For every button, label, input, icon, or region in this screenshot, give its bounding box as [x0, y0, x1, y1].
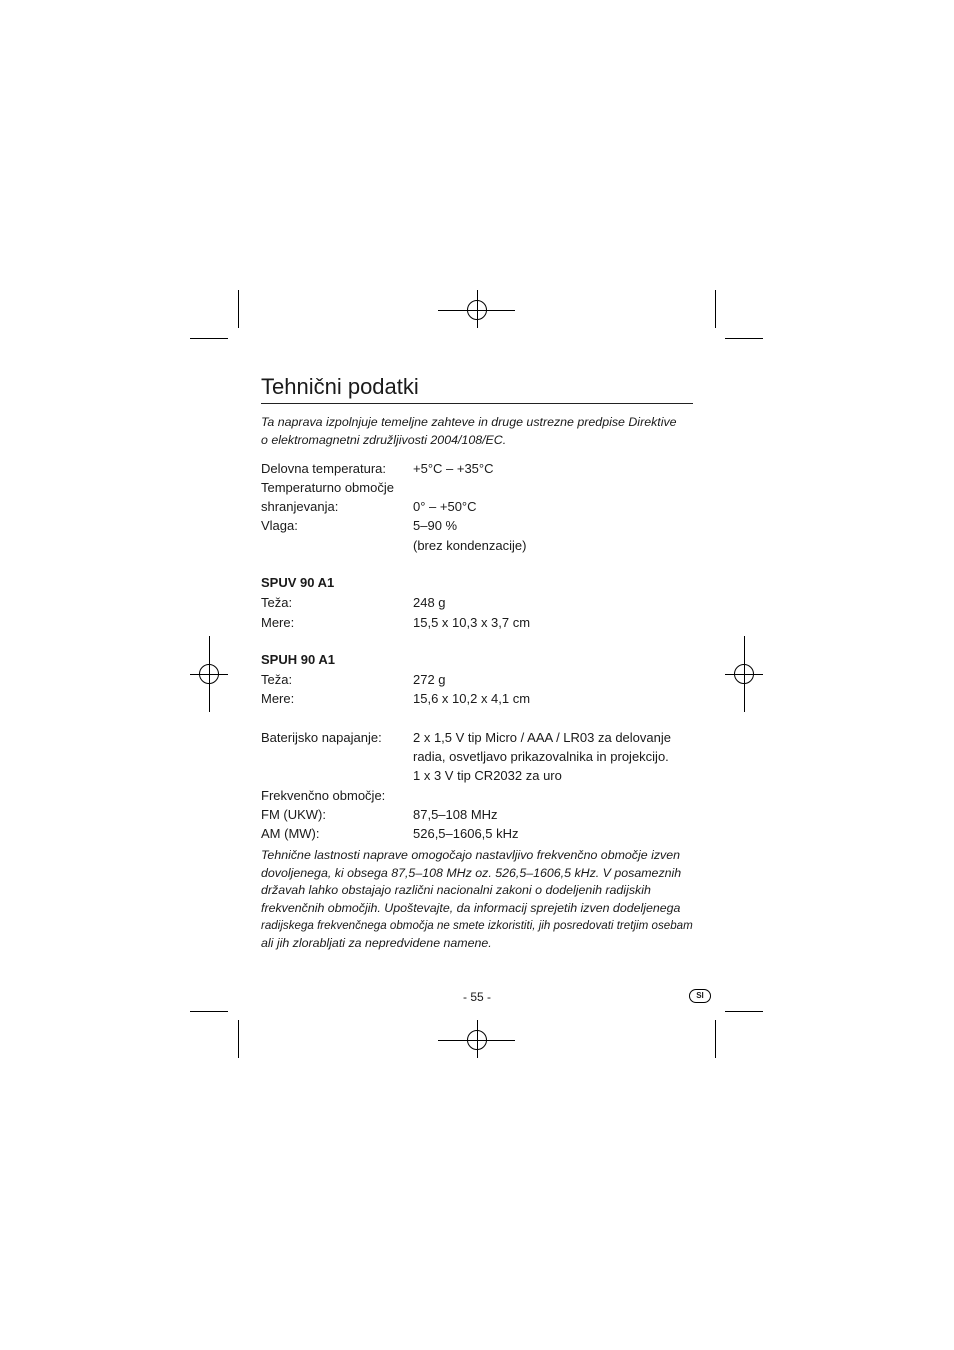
- spec-label: shranjevanja:: [261, 499, 339, 514]
- page-title: Tehnični podatki: [261, 374, 693, 404]
- spec-label: Baterijsko napajanje:: [261, 730, 382, 745]
- spec-value: 0° – +50°C: [413, 499, 477, 514]
- spec-value: 248 g: [413, 595, 446, 610]
- intro-line: o elektromagnetni združljivosti 2004/108/EC.: [261, 432, 507, 447]
- note-line: frekvenčnih območjih. Upoštevajte, da informacij sprejetih izven dodeljenega: [261, 900, 681, 915]
- spec-value: 526,5–1606,5 kHz: [413, 826, 519, 841]
- spec-label: Teža:: [261, 595, 293, 610]
- spec-value: 5–90 %: [413, 518, 458, 533]
- spec-value: 272 g: [413, 672, 446, 687]
- spec-label: Teža:: [261, 672, 293, 687]
- spec-label: Vlaga:: [261, 518, 298, 533]
- spec-value: 2 x 1,5 V tip Micro / AAA / LR03 za delovanje: [413, 730, 671, 745]
- model-heading: SPUV 90 A1: [261, 575, 335, 590]
- note-paragraph: [261, 847, 693, 953]
- spec-label: Temperaturno območje: [261, 480, 394, 495]
- spec-value: 1 x 3 V tip CR2032 za uro: [413, 768, 562, 783]
- spec-label: FM (UKW):: [261, 807, 326, 822]
- note-line: Tehnične lastnosti naprave omogočajo nastavljivo frekvenčno območje izven: [261, 848, 680, 862]
- spec-label: Mere:: [261, 615, 295, 630]
- note-line: ali jih zlorabljati za nepredvidene namene.: [261, 935, 492, 950]
- intro-line: Ta naprava izpolnjuje temeljne zahteve in druge ustrezne predpise Direktive: [261, 415, 677, 429]
- language-badge: SI: [689, 989, 711, 1003]
- spec-value: +5°C – +35°C: [413, 461, 494, 476]
- note-line: državah lahko obstajajo različni nacionalni zakoni o dodeljenih radijskih: [261, 883, 651, 898]
- spec-label: AM (MW):: [261, 826, 320, 841]
- spec-label: Mere:: [261, 691, 295, 706]
- spec-label: Frekvenčno območje:: [261, 788, 386, 803]
- spec-value: 15,5 x 10,3 x 3,7 cm: [413, 615, 531, 630]
- note-line: radijskega frekvenčnega območja ne smete izkoristiti, jih posredovati tretjim osebam: [261, 919, 693, 933]
- spec-value: 15,6 x 10,2 x 4,1 cm: [413, 691, 531, 706]
- note-line: dovoljenega, ki obsega 87,5–108 MHz oz. 526,5–1606,5 kHz. V posameznih: [261, 865, 682, 880]
- spec-label: Delovna temperatura:: [261, 461, 387, 476]
- model-heading: SPUH 90 A1: [261, 652, 335, 667]
- page-number: - 55 -: [462, 990, 491, 1004]
- spec-value: 87,5–108 MHz: [413, 807, 498, 822]
- spec-value: radia, osvetljavo prikazovalnika in projekcijo.: [413, 749, 669, 764]
- spec-value: (brez kondenzacije): [413, 538, 527, 553]
- intro-paragraph: [261, 414, 693, 449]
